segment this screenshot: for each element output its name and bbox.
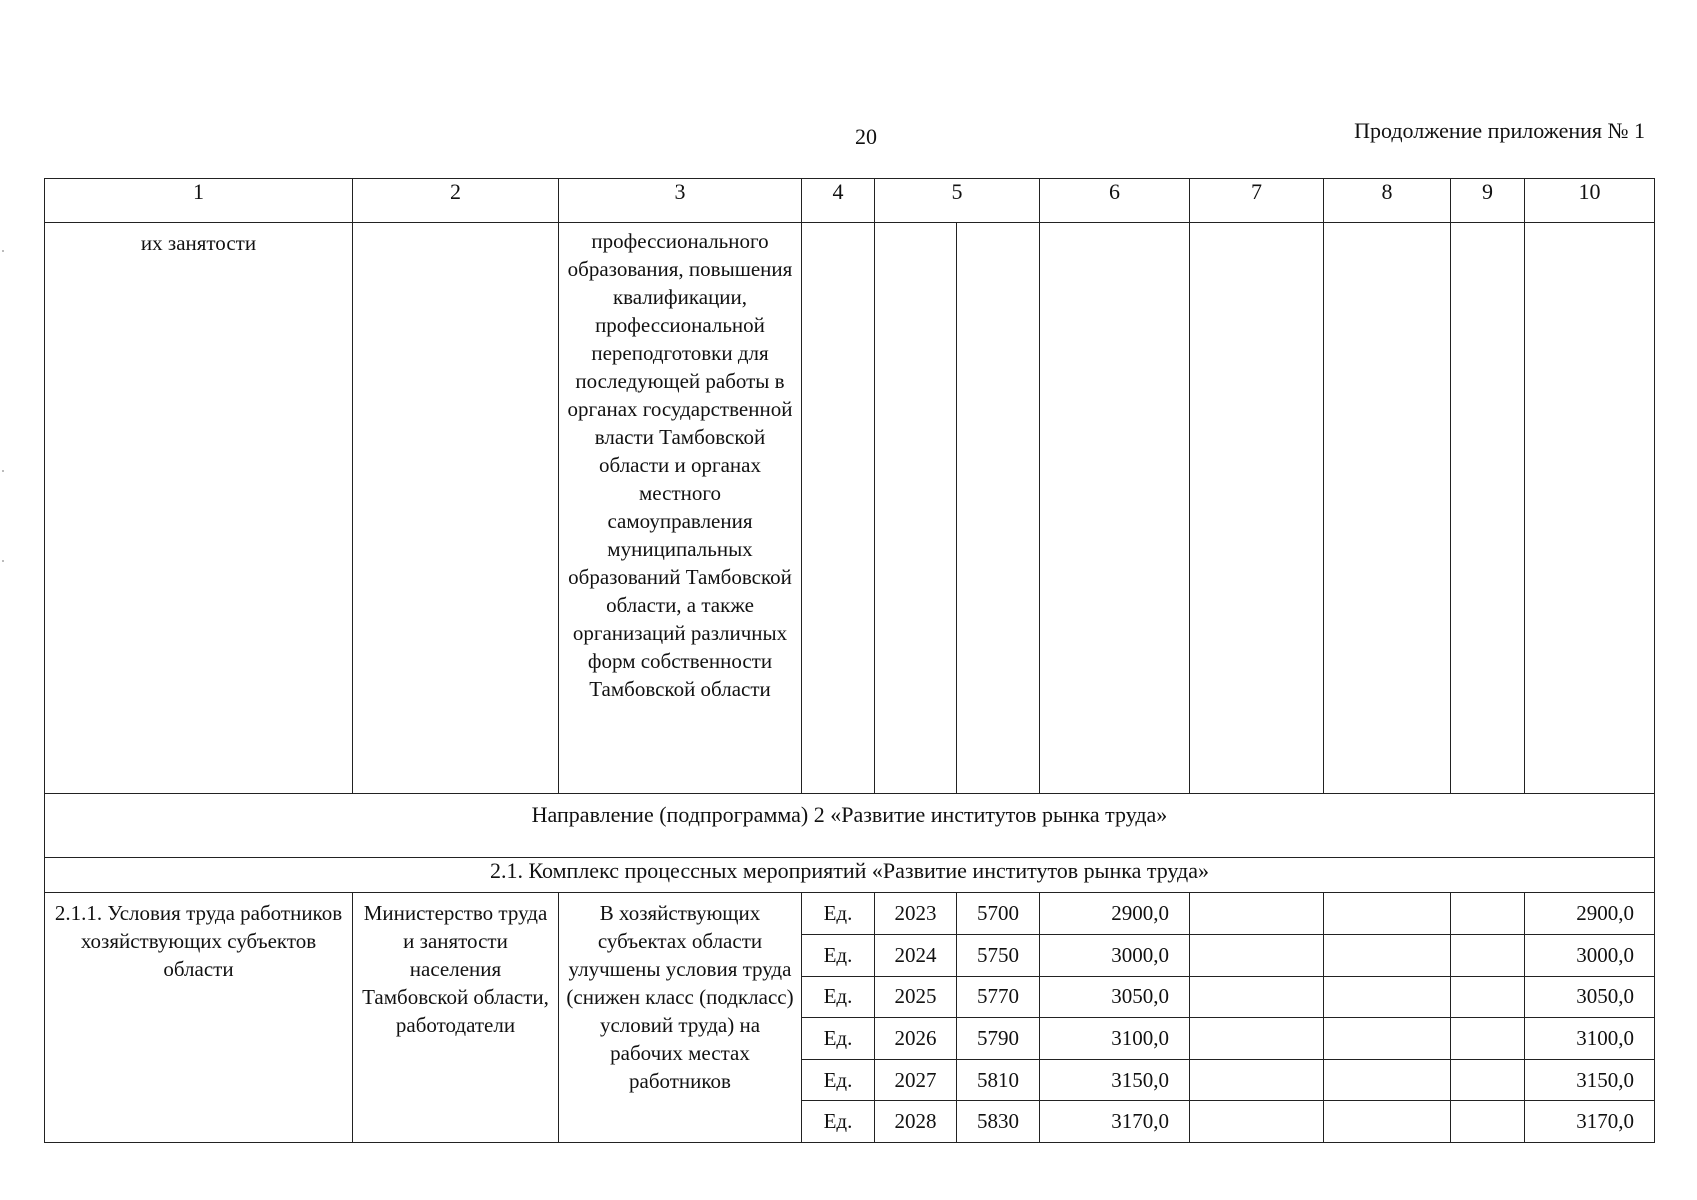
complex-row xyxy=(45,857,1655,893)
table-cell xyxy=(1190,976,1324,1018)
column-header: 9 xyxy=(1451,179,1525,223)
responsible-cell xyxy=(353,893,559,1143)
header-row xyxy=(45,179,1655,223)
table-cell xyxy=(1324,1101,1451,1143)
column-header: 6 xyxy=(1040,179,1190,223)
column-header: 1 xyxy=(45,179,353,223)
complex-title: 2.1. Комплекс процессных мероприятий «Развитие институтов рынка труда» xyxy=(45,857,1655,893)
base-value-cell: 5770 xyxy=(957,976,1040,1018)
event-name-cell xyxy=(45,893,353,1143)
value-cell: 3050,0 xyxy=(1040,976,1190,1018)
table-cell xyxy=(1324,893,1451,935)
column-header: 10 xyxy=(1525,179,1655,223)
table-cell xyxy=(957,222,1040,793)
table-cell xyxy=(875,222,957,793)
year-cell: 2028 xyxy=(875,1101,957,1143)
table-cell xyxy=(802,222,875,793)
value-cell: 3150,0 xyxy=(1040,1059,1190,1101)
event-name-text: 2.1.1. Условия труда работников хозяйствующих субъектов области xyxy=(54,901,343,982)
base-value-cell: 5700 xyxy=(957,893,1040,935)
table-cell xyxy=(1040,222,1190,793)
year-cell: 2025 xyxy=(875,976,957,1018)
appendix-continuation-label: Продолжение приложения № 1 xyxy=(1354,118,1645,143)
base-value-cell: 5750 xyxy=(957,934,1040,976)
value-cell: 3100,0 xyxy=(1040,1018,1190,1060)
unit-cell: Ед. xyxy=(802,934,875,976)
unit-cell: Ед. xyxy=(802,893,875,935)
base-value-cell: 5810 xyxy=(957,1059,1040,1101)
table-cell xyxy=(1190,1018,1324,1060)
year-cell: 2027 xyxy=(875,1059,957,1101)
table-cell xyxy=(1451,1101,1525,1143)
total-cell: 3170,0 xyxy=(1525,1101,1655,1143)
table-cell xyxy=(1451,934,1525,976)
value-cell: 3000,0 xyxy=(1040,934,1190,976)
table-cell xyxy=(1324,976,1451,1018)
direction-cell xyxy=(45,793,1655,857)
year-cell: 2023 xyxy=(875,893,957,935)
scan-mark xyxy=(2,250,4,252)
total-cell: 3050,0 xyxy=(1525,976,1655,1018)
table-row xyxy=(45,222,1655,793)
table-cell xyxy=(1451,222,1525,793)
table-cell xyxy=(1324,934,1451,976)
result-cell xyxy=(559,893,802,1143)
table-cell xyxy=(1451,976,1525,1018)
unit-cell: Ед. xyxy=(802,976,875,1018)
year-cell: 2026 xyxy=(875,1018,957,1060)
total-cell: 3000,0 xyxy=(1525,934,1655,976)
column-header: 4 xyxy=(802,179,875,223)
total-cell: 2900,0 xyxy=(1525,893,1655,935)
table-cell xyxy=(1324,1018,1451,1060)
event-name-text: их занятости xyxy=(140,230,257,255)
direction-row xyxy=(45,793,1655,857)
table-cell xyxy=(1190,893,1324,935)
table-cell xyxy=(1525,222,1655,793)
column-header: 7 xyxy=(1190,179,1324,223)
page-number: 20 xyxy=(855,124,877,149)
table-cell xyxy=(1324,1059,1451,1101)
table-cell xyxy=(1190,222,1324,793)
table-cell xyxy=(353,222,559,793)
unit-cell: Ед. xyxy=(802,1018,875,1060)
event-name-cell xyxy=(45,222,353,793)
year-cell: 2024 xyxy=(875,934,957,976)
table-cell xyxy=(1451,893,1525,935)
responsible-text: Министерство труда и занятости населения Тамбовской области, работодатели xyxy=(362,901,549,1038)
base-value-cell: 5830 xyxy=(957,1101,1040,1143)
result-cell xyxy=(559,222,802,793)
value-cell: 3170,0 xyxy=(1040,1101,1190,1143)
column-header: 5 xyxy=(875,179,1040,223)
unit-cell: Ед. xyxy=(802,1101,875,1143)
base-value-cell: 5790 xyxy=(957,1018,1040,1060)
scan-mark xyxy=(2,560,4,562)
total-cell: 3150,0 xyxy=(1525,1059,1655,1101)
value-cell: 2900,0 xyxy=(1040,893,1190,935)
total-cell: 3100,0 xyxy=(1525,1018,1655,1060)
direction-title: Направление (подпрограмма) 2 «Развитие институтов рынка труда» xyxy=(531,801,1168,827)
table-row xyxy=(45,893,1655,935)
table-cell xyxy=(1324,222,1451,793)
result-text: профессионального образования, повышения квалификации, профессиональной переподготовки для последующей работы в органах государственной власти Тамбовской области и органах местного самоуправления муниципальных образований Тамбовской области, а также организаций различных форм собственности Тамбовской области xyxy=(567,228,793,701)
table-cell xyxy=(1190,1101,1324,1143)
scan-mark xyxy=(2,470,4,472)
table-cell xyxy=(1451,1018,1525,1060)
result-text: В хозяйствующих субъектах области улучшены условия труда (снижен класс (подкласс) условий труда) на рабочих местах работников xyxy=(566,901,794,1094)
table-cell xyxy=(1451,1059,1525,1101)
table-cell xyxy=(1190,1059,1324,1101)
column-header: 8 xyxy=(1324,179,1451,223)
column-header: 3 xyxy=(559,179,802,223)
table-cell xyxy=(1190,934,1324,976)
program-table xyxy=(44,178,1655,1143)
unit-cell: Ед. xyxy=(802,1059,875,1101)
column-header: 2 xyxy=(353,179,559,223)
